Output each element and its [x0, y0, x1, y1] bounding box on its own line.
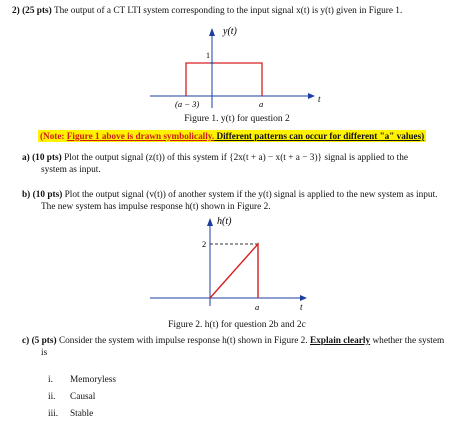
part-c-text-3: is	[41, 348, 48, 358]
t-axis-arrow-icon	[300, 295, 307, 301]
part-a-text-1: Plot the output signal (z(t)) of this system if {2x(t + a) − x(t + a − 3)} signal is applied to the	[64, 153, 408, 163]
list-item-label: Stable	[70, 409, 94, 419]
figure-2-t-label: t	[300, 302, 303, 312]
part-c-text-1: Consider the system with impulse response h(t) shown in Figure 2.	[58, 336, 308, 346]
note-underlined: Figure 1 above is drawn symbolically.	[66, 131, 215, 141]
figure-1-y-label: y(t)	[223, 26, 237, 37]
list-item	[48, 408, 116, 425]
part-c-emphasis: Explain clearly	[309, 336, 371, 346]
h-axis-arrow-icon	[207, 218, 213, 226]
part-a-line-1	[22, 153, 408, 165]
part-c-line-1	[22, 336, 444, 348]
figure-1-level-label: 1	[206, 51, 210, 60]
part-b-text-2: The new system has impulse response h(t) shown in Figure 2.	[41, 202, 271, 212]
list-item	[48, 391, 116, 408]
list-item	[48, 374, 116, 391]
y-axis-arrow-icon	[209, 28, 215, 36]
list-item-number: ii.	[48, 392, 56, 402]
properties-list	[48, 374, 116, 425]
part-b-text-1: Plot the output signal (v(t)) of another system if the y(t) signal is applied to the new system as input.	[64, 190, 438, 200]
question-text: The output of a CT LTI system corresponding to the input signal x(t) is y(t) given in Figure 1.	[53, 6, 403, 16]
figure-2-caption: Figure 2. h(t) for question 2b and 2c	[168, 320, 306, 330]
list-item-number: iii.	[48, 409, 59, 419]
list-item-number: i.	[48, 375, 53, 385]
t-axis-arrow-icon	[308, 93, 315, 99]
part-c-label: c)	[22, 336, 30, 346]
question-number: 2)	[12, 6, 20, 16]
figure-2-tick: a	[255, 302, 260, 312]
figure-1-tick-left: (a − 3)	[175, 99, 200, 109]
figure-2-ramp	[210, 244, 258, 298]
part-b-label: b)	[22, 190, 31, 200]
figure-2-plot	[150, 216, 330, 316]
figure-2-level-label: 2	[202, 239, 207, 249]
part-b-line-1	[22, 190, 438, 202]
list-item-label: Causal	[70, 392, 96, 402]
figure-1-plot	[150, 22, 330, 112]
question-points: (25 pts)	[22, 6, 52, 16]
note-prefix: (Note:	[40, 131, 65, 141]
part-a-points: (10 pts)	[32, 153, 62, 163]
figure-1-caption: Figure 1. y(t) for question 2	[184, 114, 290, 124]
part-b-points: (10 pts)	[32, 190, 63, 200]
note-banner	[38, 130, 426, 142]
part-a-label: a)	[22, 153, 30, 163]
figure-1-tick-right: a	[259, 99, 264, 109]
note-rest: Different patterns can occur for different "a" values)	[214, 131, 425, 141]
figure-1-t-label: t	[318, 94, 321, 104]
part-c-points: (5 pts)	[31, 336, 57, 346]
question-2-header	[12, 6, 402, 18]
list-item-label: Memoryless	[70, 375, 116, 385]
figure-2-h-label: h(t)	[217, 216, 232, 227]
part-a-text-2: system as input.	[41, 165, 101, 175]
part-c-text-2: whether the system	[372, 336, 445, 346]
figure-1-pulse	[186, 63, 262, 96]
